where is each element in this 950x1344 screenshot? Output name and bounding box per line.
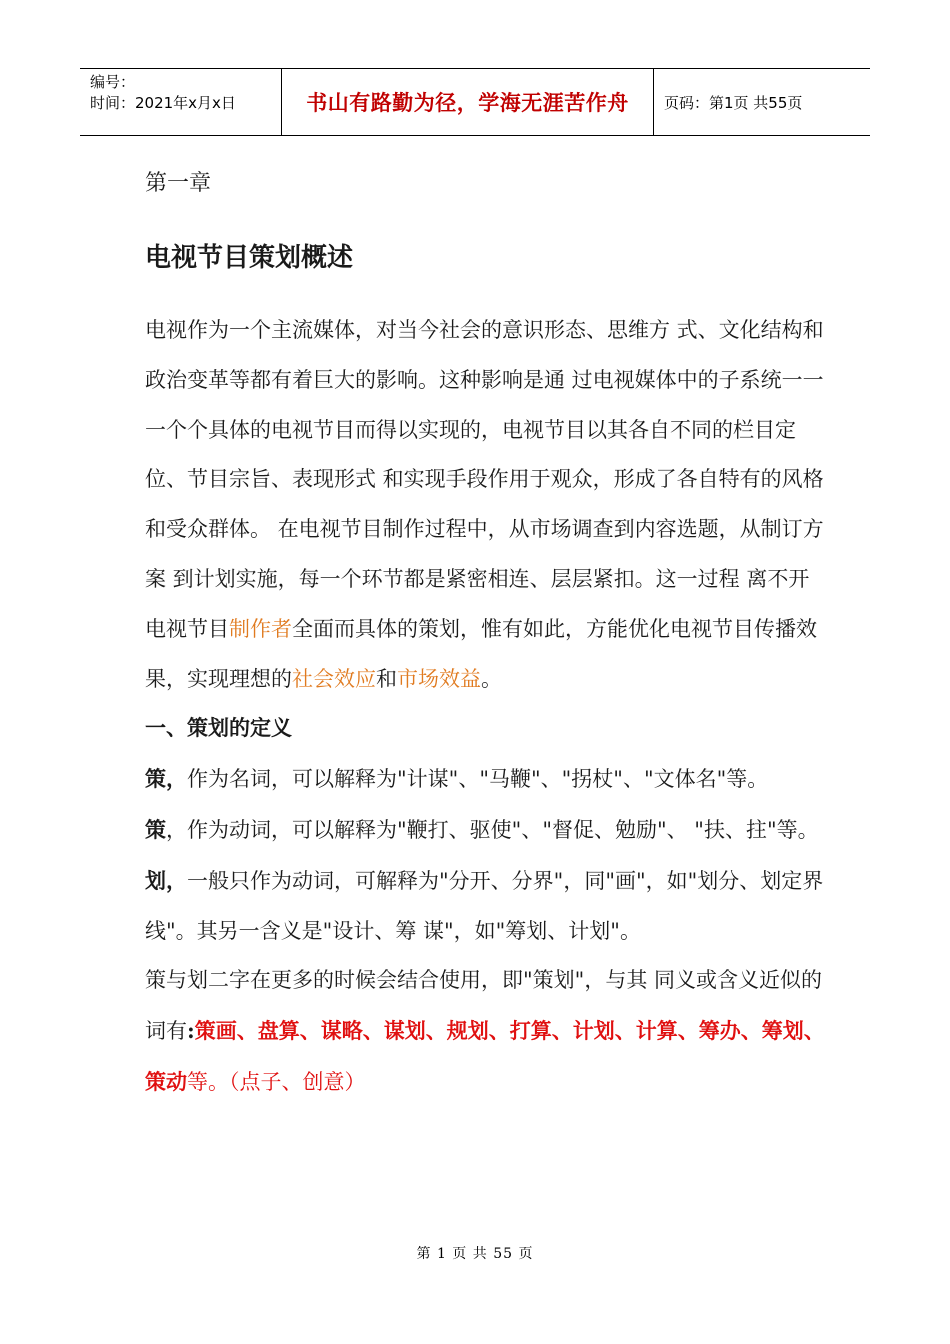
combination-paragraph (145, 956, 825, 1107)
intro-text-3: 和 (376, 666, 397, 691)
time-label: 时间：2021年x月x日 (90, 94, 236, 112)
combination-end: 等。 (187, 1069, 229, 1094)
header-motto: 书山有路勤为径，学海无涯苦作舟 (282, 69, 654, 135)
intro-text-1: 电视作为一个主流媒体，对当今社会的意识形态、思维方 式、文化结构和政治变革等都有着巨大的影响。这种影响是通 过电视媒体中的子系统一一一个个具体的电视节目而得以实现的，电视节目以其各自不同的栏目定位、节目宗旨、表现形式 和实现手段作用于观众，形成了各自特有的风格和受众群体。 在电视节目制作过程中，从市场调查到内容选题，从制订方案 到计划实施，每一个环节都是紧密相连、层层紧扣。这一过程 离不开电视节目 (145, 318, 824, 641)
page-title: 电视节目策划概述 (145, 243, 354, 273)
combination-note: （点子、创意） (229, 1069, 366, 1094)
header-page-label: 页码：第1页 共55页 (664, 93, 803, 112)
number-label: 编号： (90, 73, 136, 91)
link-producer[interactable]: 制作者 (229, 616, 292, 641)
section-heading: 一、策划的定义 (145, 716, 292, 741)
combination-text: 策与划二字在更多的时候会结合使用，即"策划"，与其 同义或含义近似的词有 (145, 968, 822, 1044)
definition-hua (145, 856, 825, 957)
definition-noun (145, 754, 825, 805)
definition-verb-text: ，作为动词，可以解释为"鞭打、驱使"、"督促、勉励"、 "扶、拄"等。 (166, 817, 819, 842)
header-meta (80, 69, 282, 135)
definition-verb (145, 805, 825, 856)
definition-noun-text: 作为名词，可以解释为"计谋"、"马鞭"、"拐杖"、"文体名"等。 (187, 767, 769, 792)
link-market-benefit[interactable]: 市场效益 (397, 666, 481, 691)
chapter-label: 第一章 (145, 171, 212, 196)
term-hua: 划， (145, 867, 187, 893)
link-social-effect[interactable]: 社会效应 (292, 666, 376, 691)
page-footer: 第 1 页 共 55 页 (416, 1246, 534, 1262)
combination-colon: : (187, 1018, 195, 1044)
term-ce-verb: 策 (145, 816, 166, 842)
intro-text-4: 。 (481, 666, 502, 691)
document-body (145, 160, 825, 1108)
intro-paragraph (145, 306, 825, 704)
document-header (80, 68, 870, 136)
definition-hua-text: 一般只作为动词，可解释为"分开、分界"，同"画"，如"划分、划定界线"。其另一含义是"设计、筹 谋"，如"筹划、计划"。 (145, 868, 824, 943)
term-ce-noun: 策， (145, 766, 187, 792)
synonym-list: 策画、盘算、谋略、谋划、规划、打算、计划、计算、筹办、筹划、策动 (145, 1018, 825, 1094)
intro-text-2: 全面而具体的策划，惟有如此，方能优化电视节目传播效果，实现理想的 (145, 616, 817, 691)
